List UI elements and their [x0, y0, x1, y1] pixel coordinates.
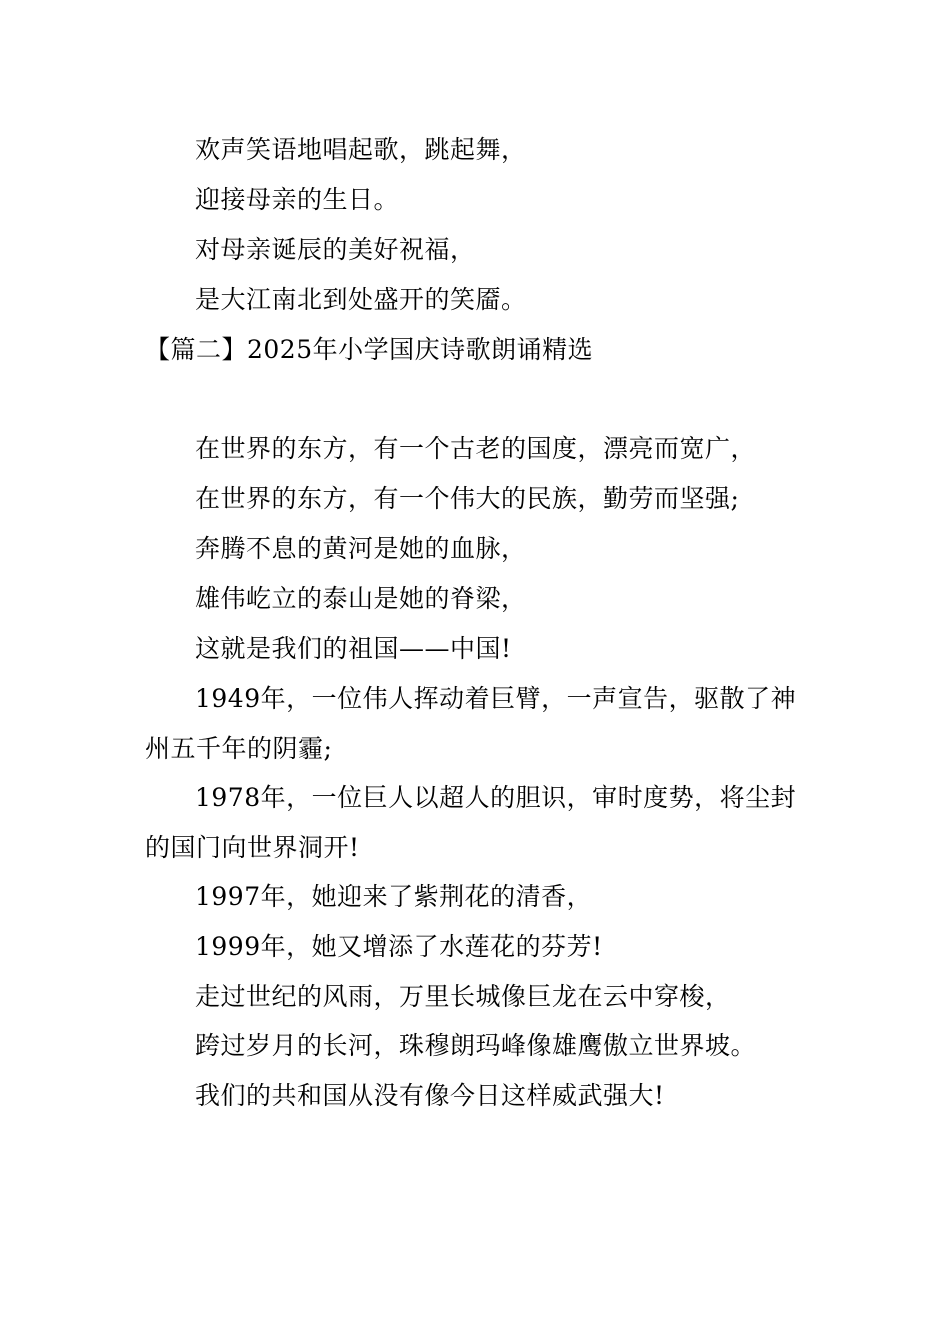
poem-line: 在世界的东方，有一个古老的国度，漂亮而宽广，	[195, 434, 757, 463]
poem-line: 1949年，一位伟人挥动着巨臂，一声宣告，驱散了神	[195, 684, 797, 713]
section-heading: 【篇二】2025年小学国庆诗歌朗诵精选	[145, 335, 594, 364]
poem-line: 走过世纪的风雨，万里长城像巨龙在云中穿梭，	[195, 982, 731, 1011]
poem-line: 跨过岁月的长河，珠穆朗玛峰像雄鹰傲立世界坡。	[195, 1031, 757, 1060]
poem-line: 我们的共和国从没有像今日这样威武强大!	[195, 1081, 665, 1110]
poem-line: 在世界的东方，有一个伟大的民族，勤劳而坚强;	[195, 484, 740, 513]
poem-line: 对母亲诞辰的美好祝福，	[195, 235, 476, 264]
poem-line: 奔腾不息的黄河是她的血脉，	[195, 534, 527, 563]
poem-line: 欢声笑语地唱起歌，跳起舞，	[195, 135, 527, 164]
poem-line: 迎接母亲的生日。	[195, 185, 400, 214]
poem-line: 1978年，一位巨人以超人的胆识，审时度势，将尘封	[195, 783, 797, 812]
poem-line: 1997年，她迎来了紫荆花的清香，	[195, 882, 593, 911]
poem-line: 雄伟屹立的泰山是她的脊梁，	[195, 584, 527, 613]
poem-line-continuation: 的国门向世界洞开!	[145, 833, 360, 862]
poem-line: 这就是我们的祖国——中国!	[195, 634, 512, 663]
poem-line: 是大江南北到处盛开的笑靥。	[195, 285, 527, 314]
poem-line: 1999年，她又增添了水莲花的芬芳!	[195, 932, 603, 961]
poem-line-continuation: 州五千年的阴霾;	[145, 734, 333, 763]
